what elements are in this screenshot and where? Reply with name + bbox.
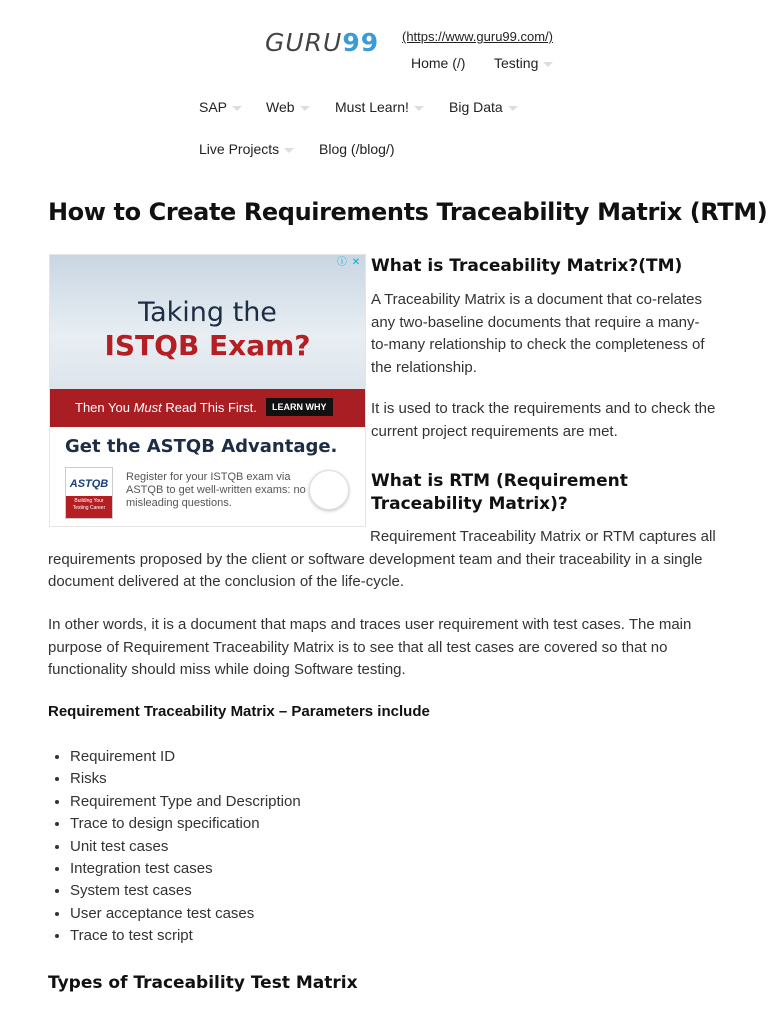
list-item: • Trace to design specification <box>70 813 301 835</box>
nav-sap-label: SAP <box>199 99 228 115</box>
list-item: • Trace to test script <box>70 925 301 947</box>
chevron-down-icon <box>300 106 310 111</box>
page-title: How to Create Requirements Traceability Matrix (RTM) <box>48 198 768 226</box>
ad-cta-pre: Then You <box>75 400 134 415</box>
nav-live-projects[interactable] <box>199 141 294 157</box>
info-icon[interactable]: ⓘ <box>337 257 347 268</box>
nav-blog-label: Blog (/blog/) <box>319 141 395 157</box>
nav-home[interactable] <box>411 55 465 71</box>
heading-what-is-rtm: What is RTM (Requirement Traceability Matrix)? <box>371 471 628 514</box>
params-label: Requirement Traceability Matrix – Parameters include <box>48 703 430 720</box>
nav-blog[interactable] <box>319 141 394 157</box>
learn-why-button[interactable]: LEARN WHY <box>266 398 333 416</box>
ad-subheadline: Get the ASTQB Advantage. <box>65 436 338 457</box>
nav-live-projects-label: Live Projects <box>199 141 280 157</box>
nav-web-label: Web <box>266 99 295 115</box>
ad-headline-2: ISTQB Exam? <box>104 329 311 362</box>
nav-testing[interactable] <box>494 55 553 71</box>
list-item: • Risks <box>70 768 301 790</box>
nav-home-label: Home (/) <box>411 55 466 71</box>
nav-testing-label: Testing <box>494 55 539 71</box>
paragraph-rtm-purpose: In other words, it is a document that maps and traces user requirement with test cases. The main purpose of Requirement Traceability Matrix is to see that all test cases are covered so that no functionality should miss while doing Software testing. <box>48 616 692 678</box>
list-item: • User acceptance test cases <box>70 903 301 925</box>
astqb-logo-text: ASTQB <box>69 478 109 490</box>
ad-banner[interactable] <box>49 254 366 527</box>
nav-big-data-label: Big Data <box>449 99 503 115</box>
ad-cta-em: Must <box>133 400 162 415</box>
chevron-down-icon <box>543 62 553 67</box>
ad-cta-post: Read This First. <box>161 400 257 415</box>
ad-cta-text <box>75 400 257 415</box>
paragraph-tm-usage: It is used to track the requirements and to check the current project requirements are met. <box>371 400 716 440</box>
heading-types-of-matrix: Types of Traceability Test Matrix <box>48 973 358 993</box>
list-item: • System test cases <box>70 880 301 902</box>
ad-open-button[interactable] <box>309 470 349 510</box>
nav-sap[interactable] <box>199 99 242 115</box>
heading-what-is-tm: What is Traceability Matrix?(TM) <box>371 256 683 276</box>
site-home-link[interactable]: (https://www.guru99.com/) <box>402 29 553 44</box>
site-logo[interactable] <box>265 28 379 57</box>
list-item: • Integration test cases <box>70 858 301 880</box>
close-icon[interactable]: ✕ <box>351 257 361 268</box>
paragraph-rtm-definition: Requirement Traceability Matrix or RTM captures all requirements proposed by the client or software development team and their traceability in a single document delivered at the conclusion of the life-cycle. <box>48 528 716 590</box>
chevron-down-icon <box>284 148 294 153</box>
nav-must-learn[interactable] <box>335 99 424 115</box>
list-item: • Requirement Type and Description <box>70 791 301 813</box>
nav-web[interactable] <box>266 99 310 115</box>
logo-text: GURU <box>265 28 343 57</box>
list-item: • Unit test cases <box>70 836 301 858</box>
ad-choices[interactable] <box>336 257 364 271</box>
ad-cta-band[interactable] <box>50 389 365 427</box>
params-list <box>48 746 301 948</box>
ad-headline-1: Taking the <box>138 297 277 328</box>
chevron-down-icon <box>414 106 424 111</box>
astqb-logo <box>65 467 113 519</box>
nav-big-data[interactable] <box>449 99 518 115</box>
ad-description: Register for your ISTQB exam via ASTQB to get well-written exams: no misleading questions. <box>126 471 306 509</box>
astqb-logo-tagline: Building Your Testing Career <box>66 496 112 518</box>
nav-must-learn-label: Must Learn! <box>335 99 409 115</box>
logo-number: 99 <box>342 28 380 57</box>
chevron-down-icon <box>508 106 518 111</box>
chevron-down-icon <box>232 106 242 111</box>
paragraph-tm-definition: A Traceability Matrix is a document that co-relates any two-baseline documents that require a many-to-many relationship to check the completeness of the relationship. <box>371 291 705 376</box>
list-item: • Requirement ID <box>70 746 301 768</box>
